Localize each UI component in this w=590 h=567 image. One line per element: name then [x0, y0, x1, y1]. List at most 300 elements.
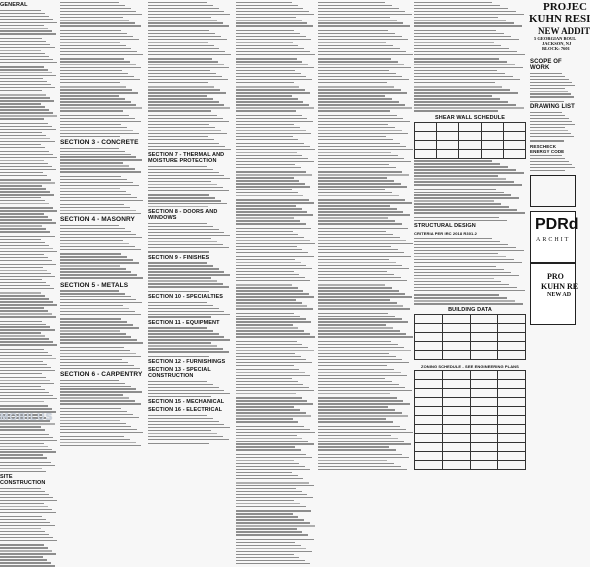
fine-print-line	[236, 441, 308, 442]
fine-print-line	[60, 92, 138, 93]
fine-print-line	[60, 350, 130, 351]
fine-print-line	[414, 25, 522, 26]
fine-print-line	[148, 175, 224, 176]
fine-print-line	[0, 72, 52, 73]
fine-print-line	[60, 249, 141, 250]
fine-print-line	[148, 311, 224, 312]
fine-print-line	[530, 93, 571, 94]
fine-print-line	[318, 76, 402, 77]
fine-print-line	[236, 259, 295, 260]
fine-print-line	[60, 127, 127, 128]
fine-print-line	[148, 169, 213, 170]
fine-print-line	[236, 211, 307, 212]
fine-print-line	[148, 149, 231, 150]
fine-print-line	[0, 344, 57, 345]
fine-print-line	[60, 191, 126, 192]
fine-print-line	[236, 262, 301, 263]
fine-print-line	[530, 88, 565, 89]
fine-print-line	[414, 22, 514, 23]
fine-print-line	[414, 238, 492, 239]
fine-print-line	[236, 503, 300, 504]
fine-print-line	[60, 213, 141, 214]
fine-print-line	[318, 214, 410, 215]
fine-print-line	[0, 33, 56, 34]
fine-print-line	[414, 247, 516, 248]
fine-print-line	[236, 86, 299, 87]
fine-print-line	[318, 139, 393, 140]
fine-print-line	[60, 20, 129, 21]
fine-print-line	[148, 136, 208, 137]
fine-print-line	[60, 347, 124, 348]
fine-print-line	[236, 61, 302, 62]
fine-print-line	[318, 463, 394, 464]
fine-print-line	[318, 42, 386, 43]
fine-print-line	[148, 418, 213, 419]
fine-print-line	[60, 25, 141, 26]
fine-print-line	[60, 429, 137, 430]
fine-print-line	[414, 45, 501, 46]
fine-print-line	[60, 14, 142, 15]
fine-print-line	[0, 465, 55, 466]
fine-print-line	[0, 503, 44, 504]
fine-print-line	[236, 519, 304, 520]
fine-print-line	[0, 188, 46, 189]
notes-heading-metals: SECTION 5 - METALS	[60, 281, 129, 289]
fine-print-line	[148, 232, 224, 233]
fine-print-line	[318, 384, 399, 385]
fine-print-line	[414, 250, 524, 251]
fine-print-line	[148, 98, 213, 99]
fine-print-line	[0, 440, 57, 441]
fine-print-line	[60, 386, 131, 387]
fine-print-line	[236, 403, 313, 404]
fine-print-line	[318, 133, 408, 134]
fine-print-line	[318, 446, 389, 447]
scope-of-work-heading: SCOPE OF WORK	[530, 59, 562, 71]
fine-print-line	[236, 177, 294, 178]
fine-print-line	[148, 79, 228, 80]
fine-print-line	[0, 457, 47, 458]
fine-print-line	[236, 350, 314, 351]
fine-print-line	[0, 28, 48, 29]
fine-print-line	[414, 5, 500, 6]
fine-print-line	[148, 30, 209, 31]
fine-print-line	[236, 542, 295, 543]
firm-subtitle: ARCHIT	[536, 237, 571, 244]
fine-print-line	[0, 81, 47, 82]
fine-print-line	[0, 56, 49, 57]
fine-print-line	[318, 217, 388, 218]
fine-print-line	[414, 48, 509, 49]
fine-print-line	[236, 249, 302, 250]
fine-print-line	[0, 69, 48, 70]
fine-print-line	[236, 488, 296, 489]
fine-print-line	[148, 348, 223, 349]
fine-print-line	[60, 168, 135, 169]
fine-print-line	[60, 79, 140, 80]
fine-print-line	[236, 522, 310, 523]
fine-print-line	[148, 427, 230, 428]
fine-print-line	[148, 396, 211, 397]
fine-print-line	[318, 54, 413, 55]
fine-print-line	[318, 17, 390, 18]
fine-print-line	[0, 273, 51, 274]
fine-print-line	[0, 292, 41, 293]
fine-print-line	[60, 293, 125, 294]
fine-print-line	[60, 311, 135, 312]
fine-print-line	[318, 121, 410, 122]
fine-print-line	[148, 206, 208, 207]
fine-print-line	[236, 234, 298, 235]
fine-print-line	[148, 277, 211, 278]
schedules-column	[318, 0, 414, 432]
fine-print-line	[0, 138, 50, 139]
fine-print-line	[318, 67, 411, 68]
fine-print-line	[60, 154, 131, 155]
fine-print-line	[0, 144, 41, 145]
fine-print-line	[236, 243, 315, 244]
fine-print-line	[60, 5, 125, 6]
fine-print-line	[318, 406, 388, 407]
fine-print-line	[60, 42, 120, 43]
fine-print-line	[236, 528, 297, 529]
fine-print-line	[236, 475, 298, 476]
fine-print-line	[60, 176, 121, 177]
fine-print-line	[236, 341, 297, 342]
fine-print-line	[236, 516, 298, 517]
fine-print-line	[148, 197, 215, 198]
fine-print-line	[148, 172, 219, 173]
fine-print-line	[148, 181, 211, 182]
fine-print-line	[0, 565, 55, 566]
fine-print-line	[318, 2, 385, 3]
fine-print-line	[60, 225, 119, 226]
fine-print-line	[60, 182, 133, 183]
project-label: PROJEC	[543, 1, 587, 13]
fine-print-line	[414, 17, 498, 18]
fine-print-line	[414, 2, 492, 3]
fine-print-line	[414, 89, 510, 90]
fine-print-line	[0, 115, 57, 116]
fine-print-line	[148, 143, 219, 144]
fine-print-line	[148, 89, 220, 90]
fine-print-line	[148, 424, 224, 425]
fine-print-line	[318, 174, 409, 175]
fine-print-line	[318, 189, 385, 190]
fine-print-line	[148, 223, 207, 224]
fine-print-line	[0, 41, 46, 42]
fine-print-line	[60, 101, 131, 102]
fine-print-line	[318, 415, 408, 416]
fine-print-line	[318, 344, 398, 345]
fine-print-line	[148, 356, 209, 357]
fine-print-line	[0, 329, 55, 330]
fine-print-line	[236, 51, 310, 52]
energy-code-heading: RESCHECK ENERGY CODE	[530, 143, 565, 154]
fine-print-line	[60, 330, 120, 331]
fine-print-line	[148, 25, 229, 26]
fine-print-line	[236, 472, 292, 473]
fine-print-line	[414, 266, 496, 267]
fine-print-line	[236, 494, 307, 495]
fine-print-line	[318, 457, 409, 458]
fine-print-line	[236, 274, 299, 275]
title-block	[529, 0, 590, 432]
fine-print-line	[318, 115, 397, 116]
fine-print-line	[414, 189, 496, 190]
fine-print-line	[148, 54, 231, 55]
fine-print-line	[236, 277, 305, 278]
fine-print-line	[318, 8, 399, 9]
fine-print-line	[60, 67, 141, 68]
fine-print-line	[148, 342, 211, 343]
fine-print-line	[0, 547, 48, 548]
fine-print-line	[60, 194, 131, 195]
fine-print-line	[60, 314, 141, 315]
fine-print-line	[530, 167, 575, 168]
fine-print-line	[60, 45, 126, 46]
fine-print-line	[236, 164, 295, 165]
fine-print-line	[0, 276, 55, 277]
fine-print-line	[236, 240, 310, 241]
fine-print-line	[318, 293, 405, 294]
fine-print-line	[0, 172, 43, 173]
fine-print-line	[148, 133, 227, 134]
fine-print-line	[318, 208, 397, 209]
fine-print-line	[236, 316, 300, 317]
fine-print-line	[318, 79, 409, 80]
fine-print-line	[236, 48, 304, 49]
fine-print-line	[0, 454, 43, 455]
fine-print-line	[148, 130, 221, 131]
fine-print-line	[414, 8, 508, 9]
seal-box	[530, 175, 576, 207]
fine-print-line	[0, 373, 42, 374]
fine-print-line	[60, 51, 137, 52]
fine-print-line	[60, 423, 126, 424]
fine-print-line	[148, 387, 219, 388]
fine-print-line	[60, 54, 143, 55]
fine-print-line	[236, 390, 314, 391]
fine-print-line	[0, 166, 52, 167]
fine-print-line	[0, 242, 45, 243]
fine-print-line	[148, 280, 217, 281]
fine-print-line	[414, 20, 506, 21]
fine-print-line	[0, 248, 53, 249]
fine-print-line	[0, 245, 49, 246]
fine-print-line	[414, 79, 520, 80]
fine-print-line	[0, 285, 50, 286]
fine-print-line	[414, 300, 515, 301]
fine-print-line	[60, 426, 131, 427]
fine-print-line	[236, 199, 309, 200]
fine-print-line	[236, 70, 295, 71]
fine-print-line	[318, 124, 388, 125]
fine-print-line	[236, 25, 313, 26]
fine-print-line	[318, 372, 401, 373]
fine-print-line	[318, 421, 393, 422]
fine-print-line	[0, 341, 53, 342]
fine-print-line	[148, 187, 223, 188]
fine-print-line	[0, 231, 50, 232]
fine-print-line	[0, 267, 43, 268]
fine-print-line	[148, 203, 227, 204]
fine-print-line	[236, 429, 310, 430]
fine-print-line	[60, 36, 133, 37]
fine-print-line	[414, 92, 518, 93]
fine-print-line	[60, 414, 133, 415]
fine-print-line	[236, 36, 306, 37]
fine-print-line	[148, 92, 226, 93]
fine-print-line	[318, 228, 408, 229]
fine-print-line	[0, 94, 46, 95]
fine-print-line	[414, 67, 523, 68]
fine-print-line	[236, 124, 294, 125]
project-type: NEW ADDIT	[538, 26, 590, 36]
fine-print-line	[530, 85, 575, 86]
fine-print-line	[318, 268, 409, 269]
fine-print-line	[0, 361, 43, 362]
firm-name: PDRd	[535, 216, 579, 234]
fine-print-line	[0, 84, 51, 85]
fine-print-line	[0, 367, 51, 368]
fine-print-line	[318, 356, 396, 357]
fine-print-line	[148, 73, 216, 74]
fine-print-line	[60, 400, 135, 401]
fine-print-line	[148, 146, 225, 147]
fine-print-line	[318, 449, 396, 450]
fine-print-line	[148, 291, 209, 292]
fine-print-line	[318, 316, 395, 317]
fine-print-line	[60, 118, 135, 119]
fine-print-line	[414, 200, 494, 201]
fine-print-line	[60, 110, 123, 111]
fine-print-line	[148, 443, 209, 444]
fine-print-line	[0, 310, 48, 311]
fine-print-line	[236, 20, 302, 21]
fine-print-line	[318, 469, 407, 470]
fine-print-line	[148, 67, 229, 68]
fine-print-line	[0, 537, 53, 538]
fine-print-line	[148, 393, 230, 394]
fine-print-line	[318, 432, 413, 433]
fine-print-line	[148, 190, 229, 191]
fine-print-line	[0, 451, 56, 452]
fine-print-line	[0, 377, 46, 378]
fine-print-line	[318, 155, 398, 156]
fine-print-line	[60, 391, 142, 392]
fine-print-line	[60, 336, 131, 337]
fine-print-line	[530, 73, 562, 74]
fine-print-line	[414, 206, 509, 207]
fine-print-line	[318, 390, 412, 391]
fine-print-line	[414, 95, 492, 96]
fine-print-line	[0, 488, 41, 489]
fine-print-line	[60, 290, 119, 291]
fine-print-line	[148, 351, 229, 352]
fine-print-line	[414, 110, 498, 111]
fine-print-line	[318, 249, 398, 250]
fine-print-line	[0, 182, 55, 183]
fine-print-line	[148, 86, 214, 87]
fine-print-line	[236, 79, 312, 80]
fine-print-line	[0, 90, 42, 91]
fine-print-line	[318, 136, 386, 137]
fine-print-line	[236, 265, 306, 266]
fine-print-line	[530, 127, 565, 128]
fine-print-line	[0, 321, 42, 322]
fine-print-line	[236, 347, 308, 348]
fine-print-line	[236, 189, 292, 190]
fine-print-line	[236, 415, 311, 416]
fine-print-line	[148, 8, 219, 9]
fine-print-line	[0, 429, 45, 430]
fine-print-line	[236, 506, 306, 507]
fine-print-line	[0, 236, 55, 237]
fine-print-line	[236, 58, 297, 59]
fine-print-line	[236, 268, 312, 269]
fine-print-line	[318, 387, 405, 388]
project-city: JACKSON, NJ	[542, 41, 572, 46]
fine-print-line	[414, 281, 501, 282]
fine-print-line	[0, 355, 52, 356]
fine-print-line	[0, 197, 41, 198]
fine-print-line	[148, 345, 217, 346]
fine-print-line	[60, 445, 141, 446]
fine-print-line	[236, 183, 305, 184]
fine-print-line	[236, 365, 294, 366]
fine-print-line	[148, 235, 230, 236]
fine-print-line	[60, 133, 139, 134]
fine-print-line	[148, 39, 227, 40]
fine-print-line	[530, 161, 569, 162]
notes-heading-carpentry: SECTION 6 - CARPENTRY	[60, 370, 143, 378]
fine-print-line	[60, 136, 120, 137]
fine-print-line	[60, 171, 141, 172]
fine-print-line	[0, 270, 47, 271]
notes-heading-masonry: SECTION 4 - MASONRY	[60, 216, 135, 224]
fine-print-line	[60, 308, 129, 309]
fine-print-line	[318, 240, 406, 241]
fine-print-line	[236, 167, 301, 168]
fine-print-line	[148, 241, 217, 242]
fine-print-line	[60, 159, 142, 160]
fine-print-line	[236, 17, 296, 18]
fine-print-line	[148, 330, 213, 331]
schedules-column-b	[414, 0, 526, 432]
fine-print-line	[0, 437, 53, 438]
fine-print-line	[60, 324, 133, 325]
fine-print-line	[318, 305, 403, 306]
fine-print-line	[414, 14, 524, 15]
fine-print-line	[318, 426, 400, 427]
fine-print-line	[318, 280, 407, 281]
fine-print-line	[0, 295, 45, 296]
bottom-project-type: NEW AD	[547, 292, 572, 299]
fine-print-line	[236, 252, 308, 253]
fine-print-line	[148, 327, 207, 328]
fine-print-line	[236, 14, 314, 15]
fine-print-line	[236, 362, 312, 363]
fine-print-line	[0, 313, 52, 314]
fine-print-line	[0, 175, 47, 176]
fine-print-line	[318, 412, 402, 413]
fine-print-line	[60, 228, 125, 229]
fine-print-line	[60, 353, 136, 354]
fine-print-line	[148, 104, 224, 105]
fine-print-line	[0, 47, 55, 48]
fine-print-line	[0, 10, 41, 11]
